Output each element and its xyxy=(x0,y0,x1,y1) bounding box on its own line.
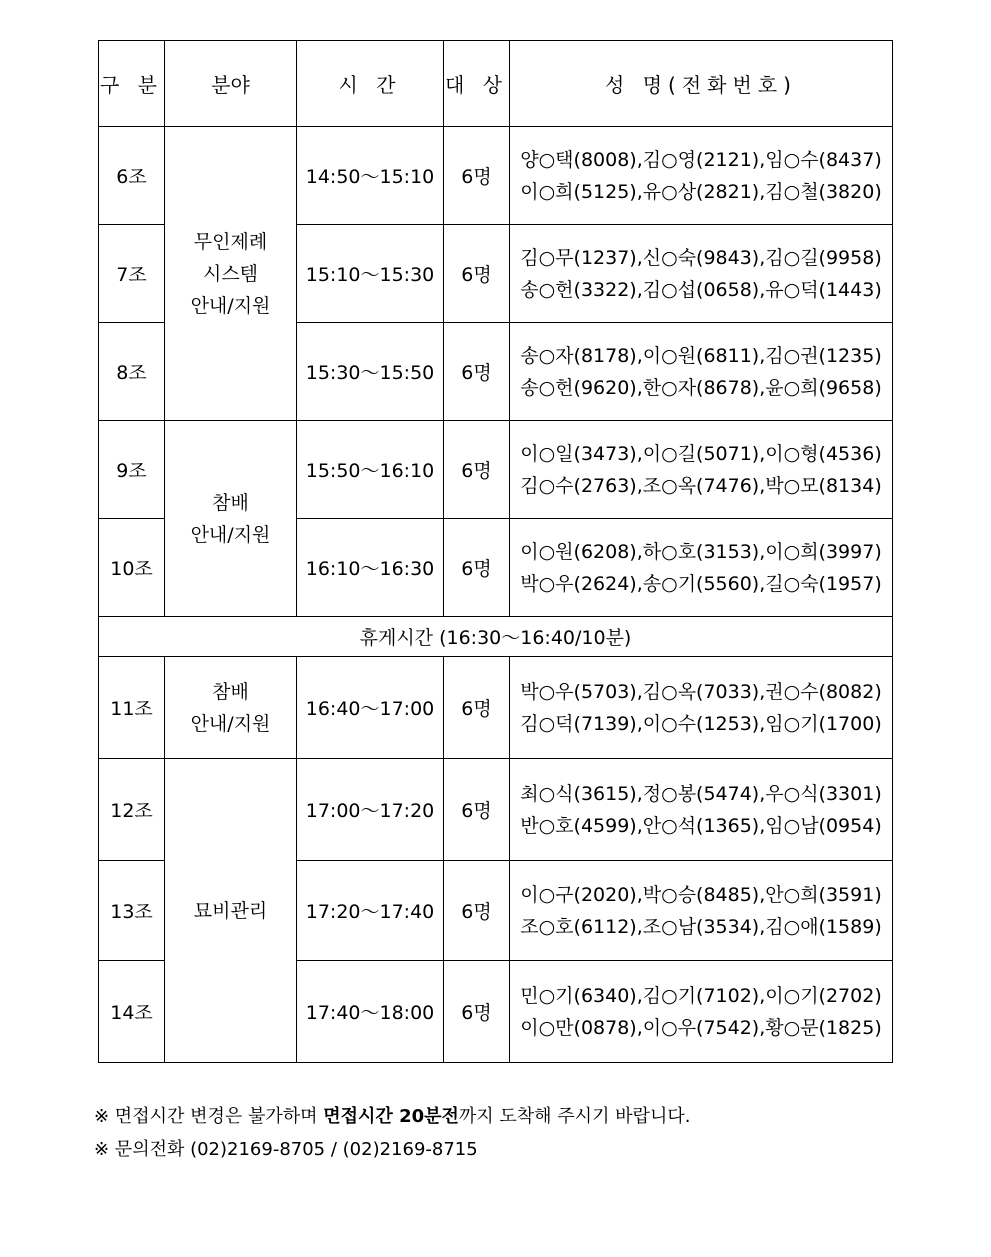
field-cell xyxy=(165,759,297,1063)
names-line: 김○덕(7139),이○수(1253),임○기(1700) xyxy=(520,712,882,735)
time-cell: 14:50～15:10 xyxy=(297,127,444,225)
field-line: 시스템 xyxy=(202,262,259,285)
names-line: 이○구(2020),박○승(8485),안○희(3591) xyxy=(520,883,882,906)
table-row xyxy=(99,759,893,861)
names-cell xyxy=(510,759,893,861)
count-cell: 6명 xyxy=(444,861,510,961)
names-line: 송○자(8178),이○원(6811),김○권(1235) xyxy=(520,344,882,367)
notes xyxy=(94,1100,690,1166)
header-group: 구 분 xyxy=(99,41,165,127)
names-line: 이○일(3473),이○길(5071),이○형(4536) xyxy=(520,442,882,465)
names-line: 민○기(6340),김○기(7102),이○기(2702) xyxy=(520,984,882,1007)
note-arrival-bold: 면접시간 20분전 xyxy=(323,1106,459,1127)
time-cell: 15:10～15:30 xyxy=(297,225,444,323)
names-line: 박○우(5703),김○옥(7033),권○수(8082) xyxy=(520,680,882,703)
count-cell: 6명 xyxy=(444,323,510,421)
names-cell xyxy=(510,961,893,1063)
group-cell: 10조 xyxy=(99,519,165,617)
group-cell: 14조 xyxy=(99,961,165,1063)
note-arrival-post: 까지 도착해 주시기 바랍니다. xyxy=(458,1106,691,1127)
names-cell xyxy=(510,225,893,323)
break-time-cell: 휴게시간 (16:30～16:40/10분) xyxy=(99,617,893,657)
header-count: 대 상 xyxy=(444,41,510,127)
names-cell xyxy=(510,657,893,759)
table-row xyxy=(99,657,893,759)
field-line: 무인제례 xyxy=(193,230,268,253)
names-line: 김○수(2763),조○옥(7476),박○모(8134) xyxy=(520,474,882,497)
note-contact: ※ 문의전화 (02)2169-8705 / (02)2169-8715 xyxy=(94,1139,478,1160)
group-cell: 6조 xyxy=(99,127,165,225)
group-cell: 8조 xyxy=(99,323,165,421)
count-cell: 6명 xyxy=(444,657,510,759)
field-cell xyxy=(165,657,297,759)
field-line: 안내/지원 xyxy=(190,712,271,735)
names-cell xyxy=(510,323,893,421)
note-arrival-pre: ※ 면접시간 변경은 불가하며 xyxy=(94,1106,324,1127)
count-cell: 6명 xyxy=(444,421,510,519)
group-cell: 9조 xyxy=(99,421,165,519)
count-cell: 6명 xyxy=(444,759,510,861)
header-names: 성 명(전화번호) xyxy=(510,41,893,127)
count-cell: 6명 xyxy=(444,961,510,1063)
field-line: 묘비관리 xyxy=(193,899,268,922)
names-cell xyxy=(510,421,893,519)
field-cell xyxy=(165,127,297,421)
header-time: 시 간 xyxy=(297,41,444,127)
count-cell: 6명 xyxy=(444,519,510,617)
field-line: 안내/지원 xyxy=(190,523,271,546)
header-row xyxy=(99,41,893,127)
field-cell xyxy=(165,421,297,617)
time-cell: 15:30～15:50 xyxy=(297,323,444,421)
names-line: 이○만(0878),이○우(7542),황○문(1825) xyxy=(520,1016,882,1039)
names-line: 최○식(3615),정○봉(5474),우○식(3301) xyxy=(520,782,882,805)
names-line: 송○헌(9620),한○자(8678),윤○희(9658) xyxy=(520,376,882,399)
note-arrival xyxy=(94,1100,690,1133)
names-line: 이○원(6208),하○호(3153),이○희(3997) xyxy=(520,540,882,563)
names-cell xyxy=(510,861,893,961)
group-cell: 7조 xyxy=(99,225,165,323)
table-row xyxy=(99,421,893,519)
field-line: 참배 xyxy=(212,491,249,514)
field-line: 참배 xyxy=(212,680,249,703)
group-cell: 11조 xyxy=(99,657,165,759)
count-cell: 6명 xyxy=(444,127,510,225)
names-cell xyxy=(510,519,893,617)
time-cell: 16:40～17:00 xyxy=(297,657,444,759)
field-line: 안내/지원 xyxy=(190,294,271,317)
group-cell: 12조 xyxy=(99,759,165,861)
break-row xyxy=(99,617,893,657)
names-line: 이○희(5125),유○상(2821),김○철(3820) xyxy=(520,180,882,203)
group-cell: 13조 xyxy=(99,861,165,961)
names-line: 반○호(4599),안○석(1365),임○남(0954) xyxy=(520,814,882,837)
names-line: 박○우(2624),송○기(5560),길○숙(1957) xyxy=(520,572,882,595)
table-row xyxy=(99,127,893,225)
names-cell xyxy=(510,127,893,225)
count-cell: 6명 xyxy=(444,225,510,323)
time-cell: 15:50～16:10 xyxy=(297,421,444,519)
time-cell: 17:40～18:00 xyxy=(297,961,444,1063)
time-cell: 16:10～16:30 xyxy=(297,519,444,617)
names-line: 송○헌(3322),김○섭(0658),유○덕(1443) xyxy=(520,278,882,301)
time-cell: 17:00～17:20 xyxy=(297,759,444,861)
names-line: 김○무(1237),신○숙(9843),김○길(9958) xyxy=(520,246,882,269)
header-field: 분야 xyxy=(165,41,297,127)
time-cell: 17:20～17:40 xyxy=(297,861,444,961)
names-line: 조○호(6112),조○남(3534),김○애(1589) xyxy=(520,915,882,938)
names-line: 양○택(8008),김○영(2121),임○수(8437) xyxy=(520,148,882,171)
interview-schedule-table xyxy=(98,40,893,1063)
